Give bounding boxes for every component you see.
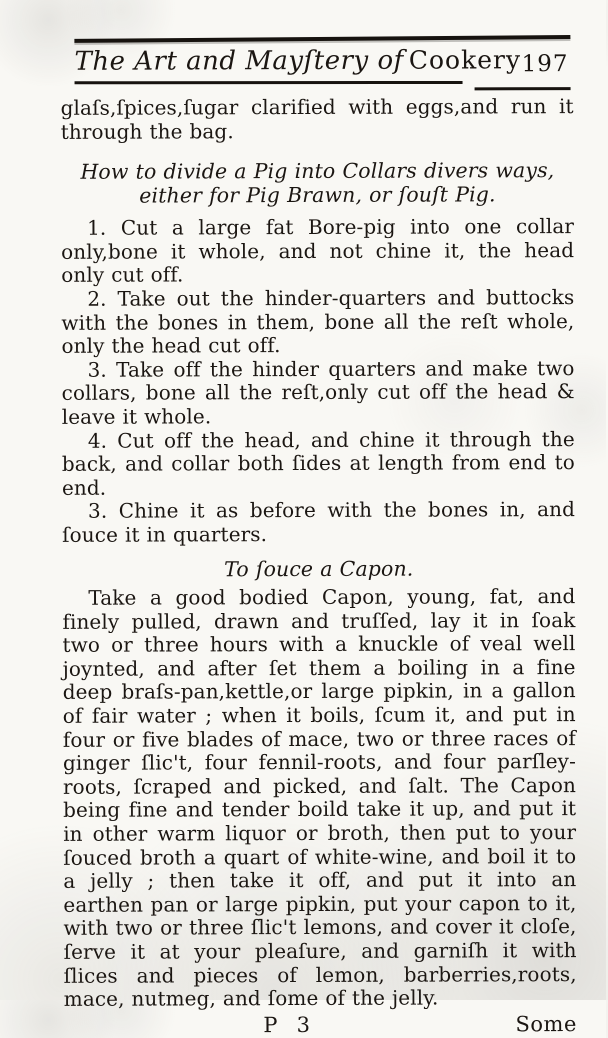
recipe-step-2: 2. Take out the hinder-quarters and buttocks with the bones in them, bone all the reſt whole, only the head cut off. [61, 285, 575, 358]
gathering-signature: P 3 [263, 1012, 317, 1037]
catchword: Some [515, 1011, 577, 1037]
top-rule [74, 35, 570, 43]
section-heading-divide-pig: How to divide a Pig into Collars divers ways, either for Pig Brawn, or ſouſt Pig. [80, 158, 555, 208]
page-title-italic: The Art and Mayſtery of [74, 45, 404, 77]
page-title [74, 45, 522, 77]
header-rule-left [75, 81, 463, 84]
page-number: 197 [521, 51, 569, 78]
recipe-step-4: 4. Cut off the head, and chine it through the back, and collar both ſides at length from end to end. [61, 426, 575, 500]
continuation-paragraph: glaſs,ſpices,ſugar clarified with eggs,and run it through the bag. [60, 94, 574, 144]
recipe-step-5: 3. Chine it as before with the bones in, and ſouce it in quarters. [62, 497, 576, 547]
recipe-step-1: 1. Cut a large fat Bore-pig into one collar only,bone it whole, and not chine it, the head only cut off. [61, 214, 575, 288]
footer-spacer-right [316, 1031, 515, 1032]
page-title-roman: Cookery [408, 45, 522, 75]
text-column [61, 95, 577, 1038]
footer-spacer-left [64, 1032, 263, 1033]
capon-recipe-paragraph: Take a good bodied Capon, young, fat, and finely pulled, drawn and truſſed, lay it in ſoak two or three hours with a knuckle of veal well joynted, and after ſet them a boiling in a fine deep braſs-pan,kettle,or large pipkin, in a gallon of fair water ; when it boils, ſcum it, and put in four or five blades of mace, two or three races of ginger ſlic't, four fennil-roots, and four parſley-roots, ſcraped and picked, and ſalt. The Capon being fine and tender boild take it up, and put it in other warm liquor or broth, then put to your ſouced broth a quart of white-wine, and boil it to a jelly ; then take it off, and put it into an earthen pan or large pipkin, put your capon to it, with two or three ſlic't lemons, and cover it cloſe, ſerve it at your pleaſure, and garniſh it with ſlices and pieces of lemon, barberries,roots, mace, nutmeg, and ſome of the jelly. [62, 584, 577, 1012]
running-head [74, 45, 570, 77]
section-heading-souce-capon: To ſouce a Capon. [224, 556, 414, 581]
page-footer [64, 1013, 577, 1038]
header-rule-right [475, 87, 571, 90]
recipe-step-3: 3. Take off the hinder quarters and make two collars, bone all the reſt,only cut off the head & leave it whole. [61, 355, 575, 429]
